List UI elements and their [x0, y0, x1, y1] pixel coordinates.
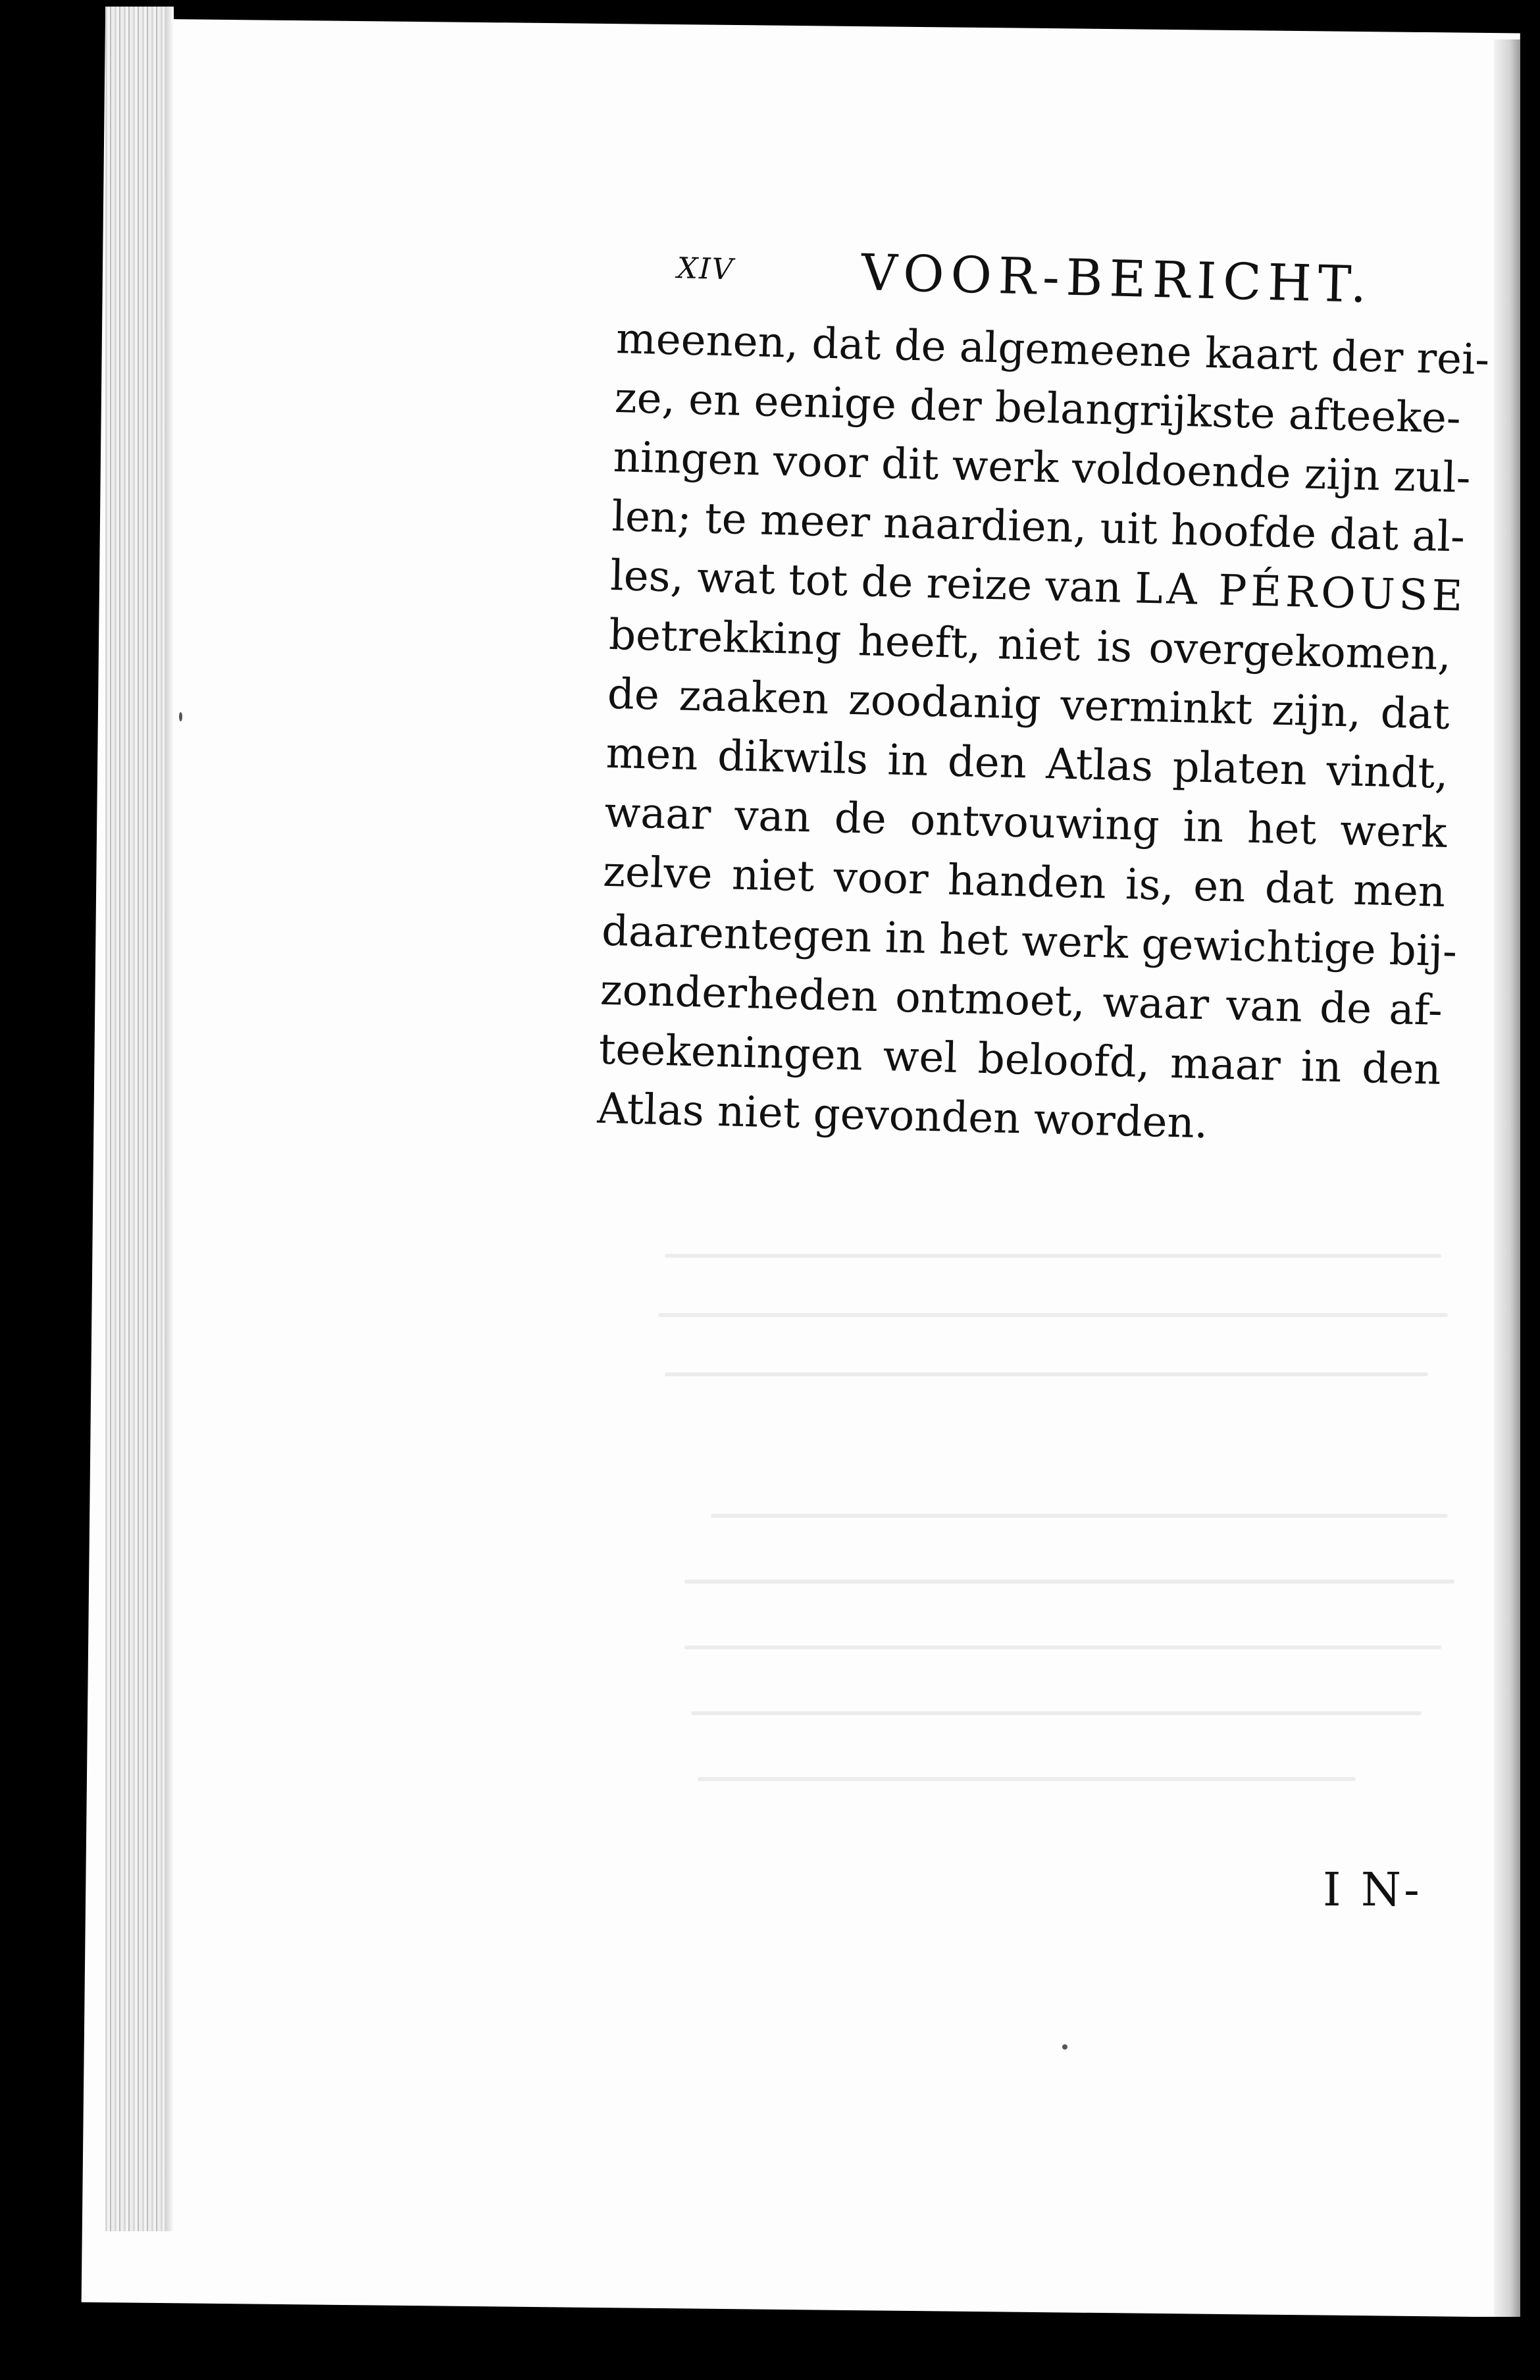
show-through-line	[665, 1254, 1441, 1258]
page-title: VOOR-BERICHT.	[860, 243, 1374, 315]
show-through-line	[711, 1514, 1448, 1518]
text-line: ze, en eenige der belangrijkste afteeke-	[614, 373, 1462, 444]
show-through-line	[698, 1777, 1356, 1781]
body-text	[597, 309, 1492, 1160]
show-through-line	[684, 1645, 1441, 1649]
ink-speck	[1062, 2044, 1067, 2050]
text-line: Atlas niet gevonden worden.	[596, 1084, 1208, 1149]
text-line: zelve niet voor handen is, en dat men	[602, 847, 1446, 917]
text-line: zonderheden ontmoet, waar van de af-	[600, 966, 1443, 1035]
show-through-line	[665, 1372, 1428, 1376]
person-name: LA PÉROUSE	[1134, 564, 1468, 621]
page-edge-right	[1494, 39, 1520, 2343]
text-line: len; te meer naardien, uit hoofde dat al-	[611, 492, 1466, 562]
text-line: waar van de ontvouwing in het werk	[603, 788, 1448, 858]
text-line: les, wat tot de reize van	[609, 551, 1122, 613]
text-line: ningen voor dit werk voldoende zijn zul-	[612, 432, 1472, 503]
text-block	[597, 237, 1494, 1160]
gutter-shadow	[165, 7, 174, 2231]
catchword: I N-	[1323, 1863, 1422, 1917]
text-line: teekeningen wel beloofd, maar in den	[598, 1025, 1442, 1095]
text-line: de zaaken zoodanig verminkt zijn, dat	[607, 669, 1450, 740]
text-line: betrekking heeft, niet is overgekomen,	[608, 610, 1452, 681]
show-through-line	[658, 1313, 1448, 1317]
show-through-line	[684, 1580, 1454, 1584]
text-line: meenen, dat de algemeene kaart der rei-	[615, 314, 1490, 385]
ink-speck	[179, 712, 182, 721]
text-line: men dikwils in den Atlas platen vindt,	[605, 729, 1449, 799]
scan-border-bottom	[0, 2317, 1540, 2380]
page-number: XIV	[677, 251, 734, 287]
text-line: daarentegen in het werk gewichtige bij-	[601, 906, 1458, 977]
book-gutter	[105, 7, 165, 2231]
show-through-line	[691, 1711, 1422, 1715]
